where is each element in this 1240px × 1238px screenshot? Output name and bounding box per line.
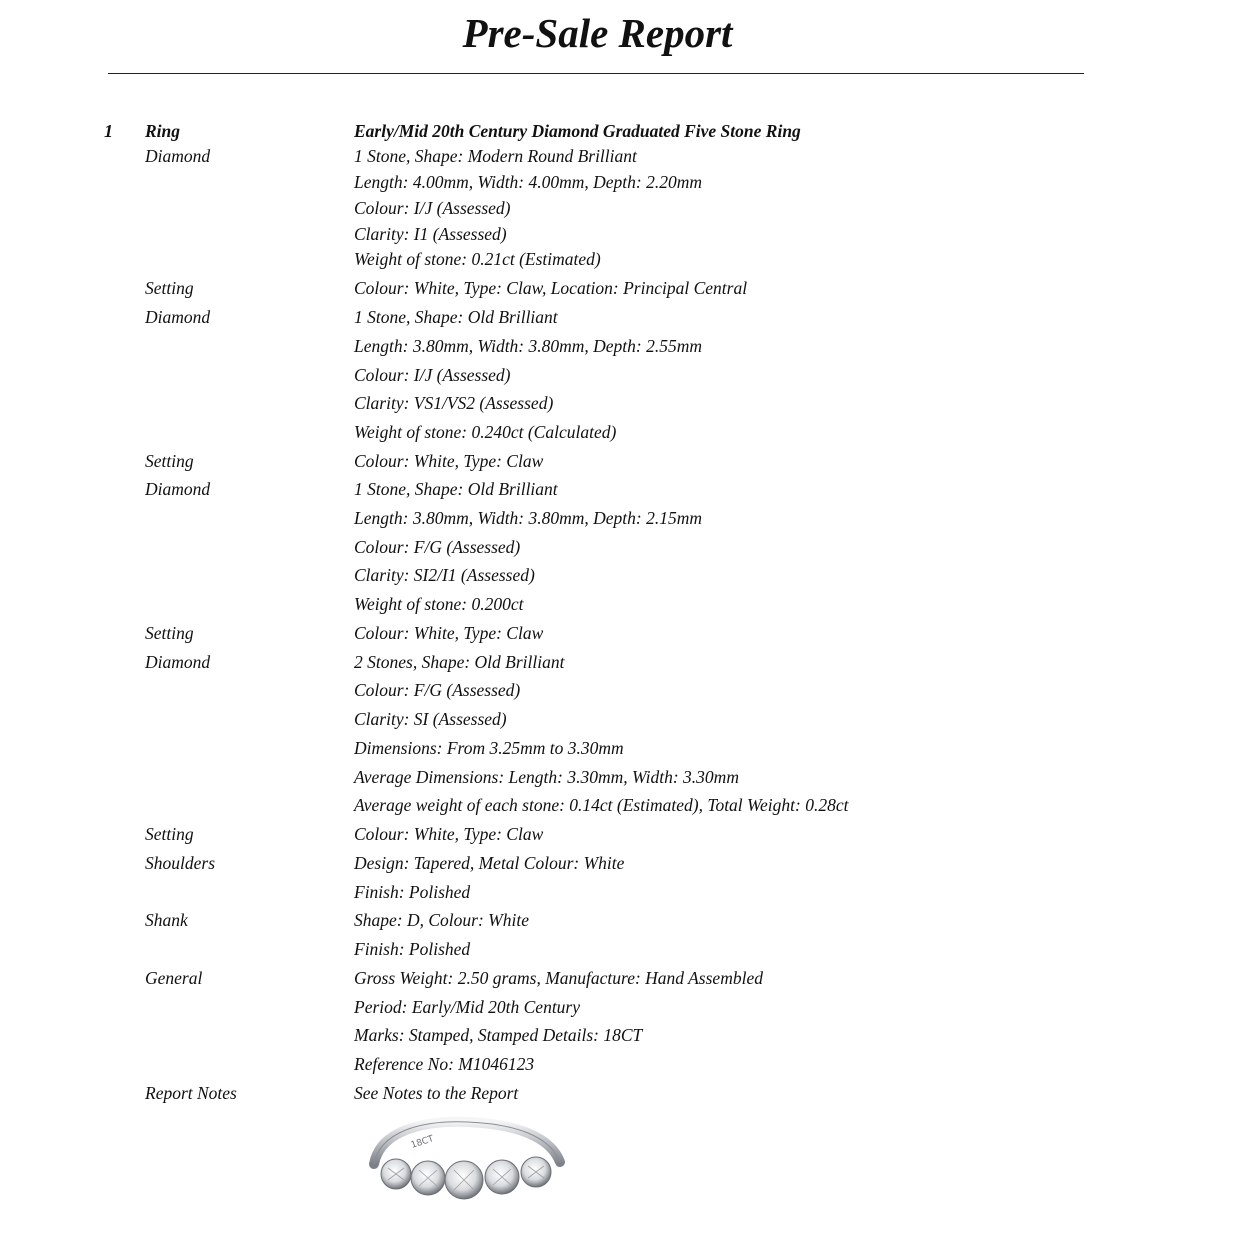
report-row bbox=[0, 593, 1240, 617]
row-value: Colour: White, Type: Claw bbox=[354, 623, 544, 643]
row-value: Weight of stone: 0.200ct bbox=[354, 594, 524, 614]
report-row bbox=[0, 223, 1240, 247]
row-value: Gross Weight: 2.50 grams, Manufacture: Hand Assembled bbox=[354, 968, 763, 988]
row-label: Setting bbox=[145, 824, 194, 844]
row-value: Colour: White, Type: Claw bbox=[354, 824, 544, 844]
row-value: Colour: White, Type: Claw bbox=[354, 451, 544, 471]
report-row bbox=[0, 197, 1240, 221]
report-row bbox=[0, 306, 1240, 330]
row-value: Colour: F/G (Assessed) bbox=[354, 680, 521, 700]
row-value: Length: 3.80mm, Width: 3.80mm, Depth: 2.15mm bbox=[354, 508, 703, 528]
report-row bbox=[0, 967, 1240, 991]
page-title: Pre-Sale Report bbox=[462, 10, 733, 56]
row-value: Design: Tapered, Metal Colour: White bbox=[354, 853, 625, 873]
row-value: Average weight of each stone: 0.14ct (Estimated), Total Weight: 0.28ct bbox=[354, 795, 849, 815]
report-row bbox=[0, 823, 1240, 847]
row-label: Diamond bbox=[145, 307, 211, 327]
row-label: Diamond bbox=[145, 479, 211, 499]
report-row bbox=[0, 1053, 1240, 1077]
lot-number: 1 bbox=[104, 121, 113, 141]
report-row bbox=[0, 536, 1240, 560]
report-row bbox=[0, 478, 1240, 502]
ring-photo bbox=[360, 1112, 575, 1207]
row-value: Shape: D, Colour: White bbox=[354, 910, 529, 930]
row-value: Weight of stone: 0.240ct (Calculated) bbox=[354, 422, 617, 442]
svg-text:18CT: 18CT bbox=[409, 1134, 436, 1151]
row-value: Marks: Stamped, Stamped Details: 18CT bbox=[354, 1025, 643, 1045]
report-row bbox=[0, 171, 1240, 195]
row-value: Weight of stone: 0.21ct (Estimated) bbox=[354, 249, 601, 269]
row-value: Reference No: M1046123 bbox=[354, 1054, 535, 1074]
row-value: See Notes to the Report bbox=[354, 1083, 519, 1103]
report-row bbox=[0, 909, 1240, 933]
report-row bbox=[0, 450, 1240, 474]
report-row bbox=[0, 392, 1240, 416]
row-value: Colour: I/J (Assessed) bbox=[354, 365, 511, 385]
report-row bbox=[0, 766, 1240, 790]
report-row bbox=[0, 335, 1240, 359]
report-row bbox=[0, 1024, 1240, 1048]
row-value: Clarity: I1 (Assessed) bbox=[354, 224, 507, 244]
row-value: 1 Stone, Shape: Old Brilliant bbox=[354, 479, 558, 499]
title-divider bbox=[108, 73, 1084, 74]
row-label: Shank bbox=[145, 910, 188, 930]
row-label: General bbox=[145, 968, 203, 988]
row-value: Colour: White, Type: Claw, Location: Principal Central bbox=[354, 278, 748, 298]
row-value: Period: Early/Mid 20th Century bbox=[354, 997, 581, 1017]
row-value: Average Dimensions: Length: 3.30mm, Width: 3.30mm bbox=[354, 767, 739, 787]
report-row bbox=[0, 794, 1240, 818]
row-value: Dimensions: From 3.25mm to 3.30mm bbox=[354, 738, 624, 758]
report-row bbox=[0, 938, 1240, 962]
row-value: Clarity: SI (Assessed) bbox=[354, 709, 507, 729]
row-label: Setting bbox=[145, 451, 194, 471]
report-row bbox=[0, 145, 1240, 169]
report-row bbox=[0, 708, 1240, 732]
report-row bbox=[0, 651, 1240, 675]
row-label: Setting bbox=[145, 278, 194, 298]
row-label: Diamond bbox=[145, 652, 211, 672]
lot-heading: Early/Mid 20th Century Diamond Graduated Five Stone Ring bbox=[354, 121, 801, 141]
row-value: Clarity: VS1/VS2 (Assessed) bbox=[354, 393, 554, 413]
report-row bbox=[0, 996, 1240, 1020]
report-row bbox=[0, 564, 1240, 588]
row-value: Length: 3.80mm, Width: 3.80mm, Depth: 2.55mm bbox=[354, 336, 703, 356]
report-row bbox=[0, 881, 1240, 905]
report-row bbox=[0, 364, 1240, 388]
report-row bbox=[0, 507, 1240, 531]
row-label: Shoulders bbox=[145, 853, 215, 873]
row-label: Setting bbox=[145, 623, 194, 643]
ring-stones bbox=[381, 1157, 551, 1199]
report-row bbox=[0, 852, 1240, 876]
row-value: 1 Stone, Shape: Old Brilliant bbox=[354, 307, 558, 327]
report-row bbox=[0, 1082, 1240, 1106]
report-row bbox=[0, 737, 1240, 761]
lot-label: Ring bbox=[145, 121, 181, 141]
row-value: Finish: Polished bbox=[354, 939, 471, 959]
row-value: Length: 4.00mm, Width: 4.00mm, Depth: 2.20mm bbox=[354, 172, 703, 192]
report-row bbox=[0, 679, 1240, 703]
row-label: Diamond bbox=[145, 146, 211, 166]
lot-header-row bbox=[0, 120, 1240, 144]
report-row bbox=[0, 248, 1240, 272]
row-label: Report Notes bbox=[145, 1083, 237, 1103]
row-value: 2 Stones, Shape: Old Brilliant bbox=[354, 652, 565, 672]
row-value: Colour: F/G (Assessed) bbox=[354, 537, 521, 557]
row-value: Colour: I/J (Assessed) bbox=[354, 198, 511, 218]
report-row bbox=[0, 421, 1240, 445]
row-value: Finish: Polished bbox=[354, 882, 471, 902]
report-row bbox=[0, 277, 1240, 301]
row-value: 1 Stone, Shape: Modern Round Brilliant bbox=[354, 146, 637, 166]
report-row bbox=[0, 622, 1240, 646]
row-value: Clarity: SI2/I1 (Assessed) bbox=[354, 565, 535, 585]
